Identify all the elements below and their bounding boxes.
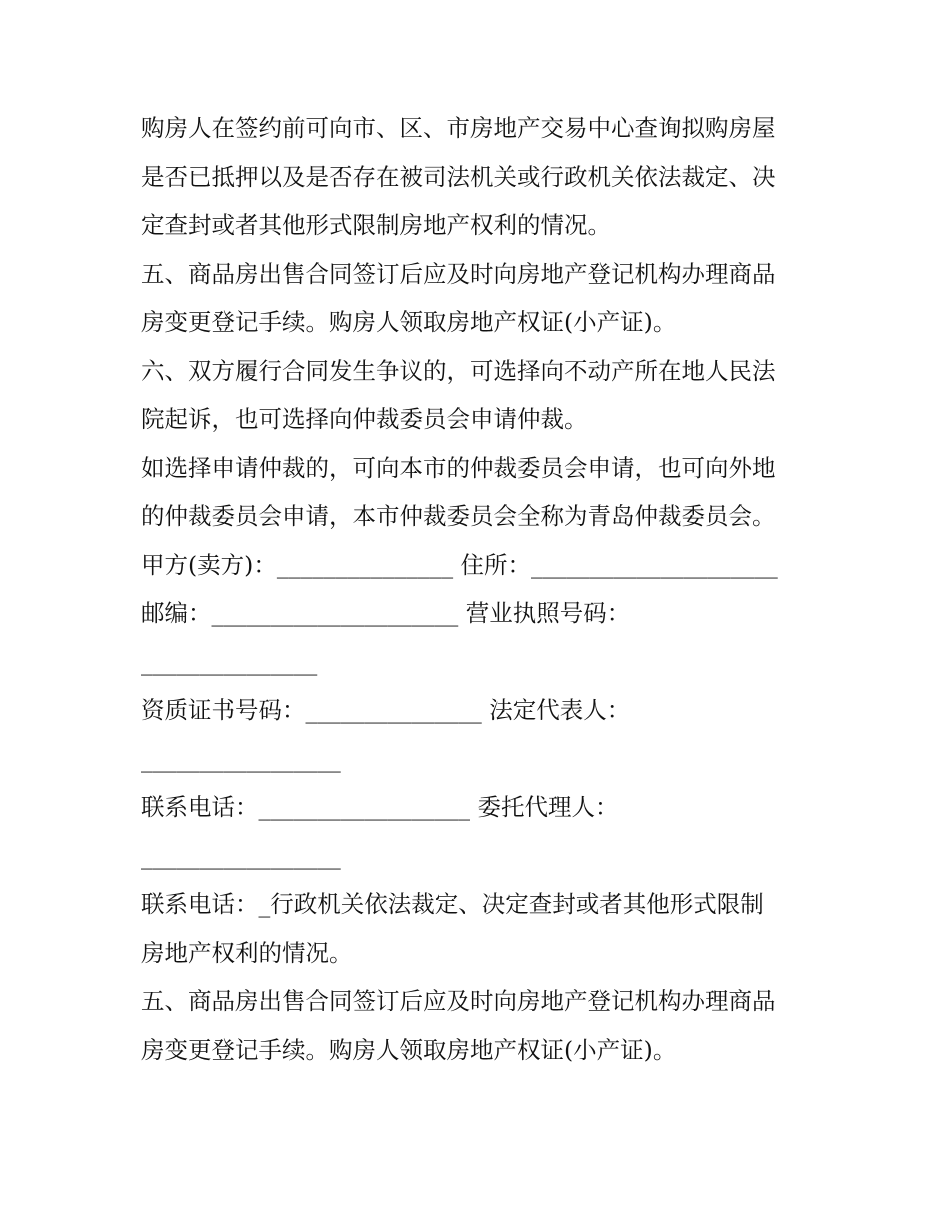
text-line: 房地产权利的情况。	[141, 938, 353, 967]
postcode-license-line: 邮编：_____________________ 营业执照号码：	[141, 599, 631, 627]
text-line: 五、商品房出售合同签订后应及时向房地产登记机构办理商品	[141, 259, 776, 288]
text-line: 六、双方履行合同发生争议的，可选择向不动产所在地人民法	[141, 356, 776, 385]
blank-underline: _________________	[141, 841, 341, 870]
seller-name-address-line: 甲方(卖方)：_______________ 住所：_____________________	[141, 550, 778, 579]
text-line: 定查封或者其他形式限制房地产权利的情况。	[141, 211, 611, 239]
text-line: 如选择申请仲裁的，可向本市的仲裁委员会申请，也可向外地	[141, 453, 776, 482]
text-line: 联系电话：_行政机关依法裁定、决定查封或者其他形式限制	[141, 890, 764, 918]
qualification-representative-line: 资质证书号码：_______________ 法定代表人：	[141, 696, 631, 724]
text-line: 院起诉，也可选择向仲裁委员会申请仲裁。	[141, 405, 588, 433]
text-line: 房变更登记手续。购房人领取房地产权证(小产证)。	[141, 308, 677, 336]
text-line: 房变更登记手续。购房人领取房地产权证(小产证)。	[141, 1035, 677, 1064]
phone-agent-line: 联系电话：__________________ 委托代理人：	[141, 793, 619, 821]
blank-underline: _________________	[141, 744, 341, 773]
text-line: 五、商品房出售合同签订后应及时向房地产登记机构办理商品	[141, 987, 776, 1015]
document-body	[141, 104, 821, 1074]
blank-underline: _______________	[141, 647, 318, 676]
text-line: 是否已抵押以及是否存在被司法机关或行政机关依法裁定、决	[141, 162, 776, 191]
text-line: 购房人在签约前可向市、区、市房地产交易中心查询拟购房屋	[141, 114, 776, 142]
text-line: 的仲裁委员会申请，本市仲裁委员会全称为青岛仲裁委员会。	[141, 502, 776, 530]
